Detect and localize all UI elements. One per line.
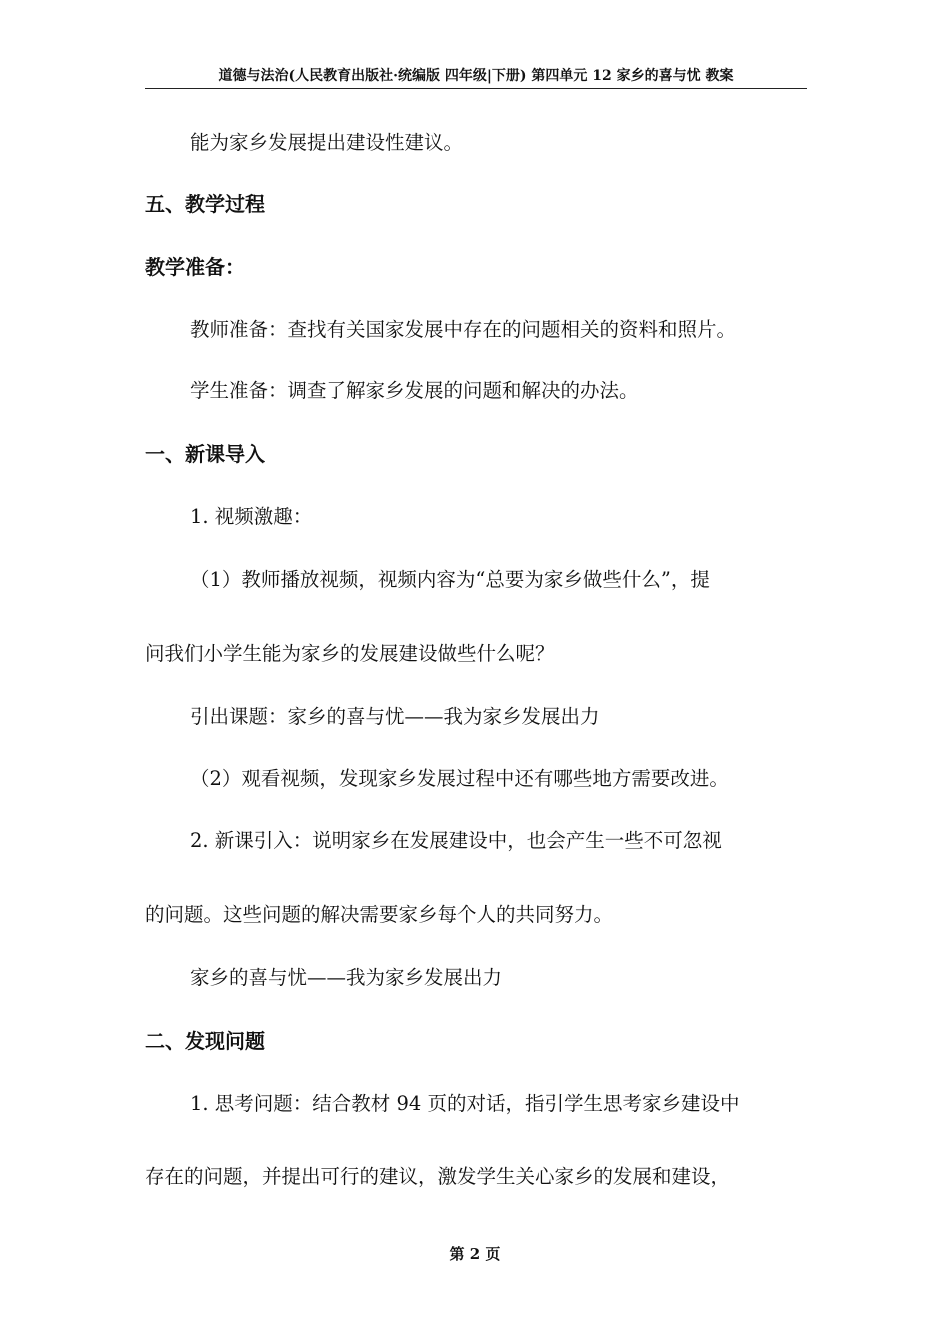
teacher-preparation: 教师准备：查找有关国家发展中存在的问题相关的资料和照片。 xyxy=(190,318,737,341)
item-3-line-1: 1. 思考问题：结合教材 94 页的对话，指引学生思考家乡建设中 xyxy=(190,1092,740,1115)
sub-item-2: （2）观看视频，发现家乡发展过程中还有哪些地方需要改进。 xyxy=(190,767,729,790)
heading-teaching-preparation: 教学准备： xyxy=(145,255,245,279)
sub-item-1-line-2: 问我们小学生能为家乡的发展建设做些什么呢？ xyxy=(145,642,555,665)
item-2-line-2: 的问题。这些问题的解决需要家乡每个人的共同努力。 xyxy=(145,903,614,926)
page-header: 道德与法治(人民教育出版社·统编版 四年级|下册) 第四单元 12 家乡的喜与忧 教案 xyxy=(145,66,807,89)
page-number: 第 2 页 xyxy=(449,1245,501,1263)
topic-introduction: 引出课题：家乡的喜与忧——我为家乡发展出力 xyxy=(190,705,600,728)
item-video-interest: 1. 视频激趣： xyxy=(190,505,313,528)
heading-find-problems: 二、发现问题 xyxy=(145,1029,265,1053)
section-heading-teaching-process: 五、教学过程 xyxy=(145,192,265,216)
body-line-suggestion: 能为家乡发展提出建设性建议。 xyxy=(190,131,464,154)
topic-repeat: 家乡的喜与忧——我为家乡发展出力 xyxy=(190,966,503,989)
heading-new-lesson-intro: 一、新课导入 xyxy=(145,442,265,466)
student-preparation: 学生准备：调查了解家乡发展的问题和解决的办法。 xyxy=(190,379,639,402)
item-3-line-2: 存在的问题，并提出可行的建议，激发学生关心家乡的发展和建设， xyxy=(145,1165,731,1188)
sub-item-1-line-1: （1）教师播放视频，视频内容为“总要为家乡做些什么”，提 xyxy=(190,568,710,591)
item-2-line-1: 2. 新课引入：说明家乡在发展建设中，也会产生一些不可忽视 xyxy=(190,829,722,852)
